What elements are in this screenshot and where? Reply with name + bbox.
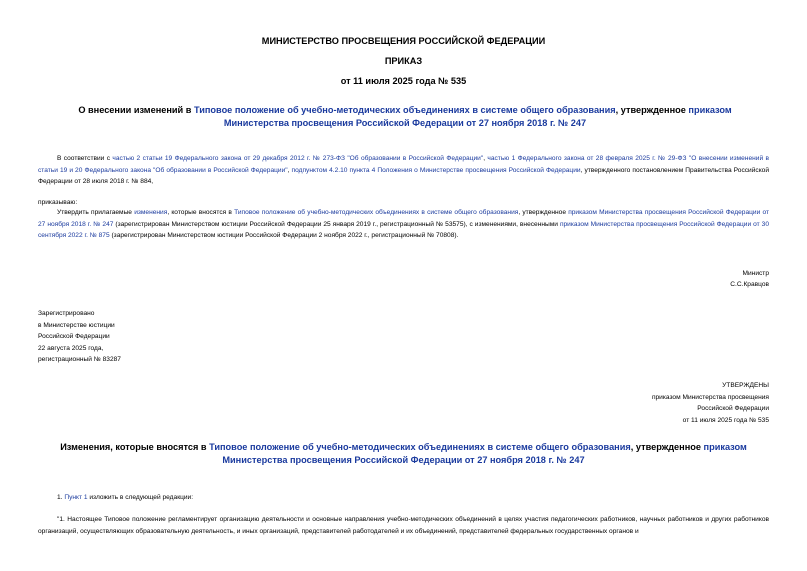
approve-paragraph (38, 207, 769, 242)
order-date-number: от 11 июля 2025 года № 535 (340, 76, 467, 86)
changes-title-link-regulation[interactable]: Типовое положение об учебно-методических объединениях в системе общего образования (209, 442, 631, 452)
preamble-text-4: , утвержденного постановлением Правительства Российской Федерации от 28 июля 2018 г. № 884, (38, 166, 770, 185)
signature-name: С.С.Кравцов (730, 281, 769, 288)
approved-line: УТВЕРЖДЕНЫ (722, 382, 769, 389)
title-link-order-247[interactable]: приказом Министерства просвещения Российской Федерации от 27 ноября 2018 г. № 247 (223, 105, 732, 128)
approve-text-5: (зарегистрирован Министерством юстиции Российской Федерации 2 ноября 2022 г., регистрационный № 70808). (109, 232, 459, 239)
approved-block (652, 380, 769, 426)
title-text-1: О внесении изменений в (78, 105, 194, 115)
preamble-text-3: , (287, 166, 292, 174)
preamble-link-law-273[interactable]: частью 2 статьи 19 Федерального закона от 29 декабря 2012 г. № 273-ФЗ "Об образовании в Российской Федерации" (112, 155, 484, 162)
preamble-text-1: В соответствии с (57, 155, 113, 162)
quote-paragraph: "1. Настоящее Типовое положение регламентирует организацию деятельности и основные направления учебно-методических объединений в целях участия педагогических работников, научных работников и других работников организаций, осуществляющих образовательную деятельность, и иных организаций, представителей работодателей и их объединений, представителей федеральных государственных органов и (38, 516, 769, 535)
registration-line: 22 августа 2025 года, (38, 344, 104, 352)
approve-link-order-247[interactable]: приказом Министерства просвещения Российской Федерации от 27 ноября 2018 г. № 247 (38, 209, 769, 228)
item-1 (57, 492, 193, 504)
approve-link-changes[interactable]: изменения (134, 209, 168, 216)
approve-text-2: , которые вносятся в (167, 209, 235, 216)
registration-block (38, 308, 121, 366)
document-type: ПРИКАЗ (384, 56, 423, 66)
approved-line: от 11 июля 2025 года № 535 (682, 416, 769, 424)
approved-line: Российской Федерации (697, 405, 769, 412)
changes-title-text-2: , утвержденное (630, 442, 704, 452)
approved-line: приказом Министерства просвещения (651, 393, 769, 401)
approve-text-3: , утвержденное (518, 209, 569, 216)
changes-title (36, 441, 771, 467)
item-1-link-point-1[interactable]: Пункт 1 (64, 494, 88, 501)
item-1-text: изложить в следующей редакции: (87, 494, 194, 501)
registration-line: регистрационный № 83287 (38, 356, 121, 363)
ministry-heading: МИНИСТЕРСТВО ПРОСВЕЩЕНИЯ РОССИЙСКОЙ ФЕДЕРАЦИИ (261, 36, 546, 46)
approve-link-order-875[interactable]: приказом Министерства просвещения Российской Федерации от 30 сентября 2022 г. № 875 (38, 220, 769, 239)
signature-position: Министр (742, 270, 769, 277)
title-link-regulation[interactable]: Типовое положение об учебно-методических объединениях в системе общего образования (193, 105, 616, 115)
preamble-link-law-29[interactable]: частью 1 Федерального закона от 28 февраля 2025 г. № 29-ФЗ "О внесении изменений в статьи 19 и 20 Федерального закона "Об образовании в Российской Федерации" (38, 155, 769, 174)
item-1-number: 1. (57, 494, 65, 501)
approve-text-1: Утвердить прилагаемые (57, 209, 135, 216)
registration-line: Зарегистрировано (38, 310, 95, 317)
title-text-2: , утвержденное (615, 105, 689, 115)
registration-line: в Министерстве юстиции (38, 321, 115, 329)
changes-title-text-1: Изменения, которые вносятся в (60, 442, 210, 452)
approve-link-regulation[interactable]: Типовое положение об учебно-методических объединениях в системе общего образования (234, 209, 519, 216)
preamble-text-2: , (483, 155, 488, 162)
preamble-link-regulation-ministry[interactable]: подпунктом 4.2.10 пункта 4 Положения о Министерстве просвещения Российской Федерации (291, 166, 581, 174)
preamble-paragraph (38, 153, 769, 188)
registration-line: Российской Федерации (38, 333, 110, 340)
changes-title-link-order-247[interactable]: приказом Министерства просвещения Российской Федерации от 27 ноября 2018 г. № 247 (222, 442, 747, 465)
order-word: приказываю: (38, 199, 78, 206)
approve-text-4: (зарегистрирован Министерством юстиции Российской Федерации 25 января 2019 г., регистрационный № 53575), с изменениями, внесенными (113, 220, 560, 228)
order-title (50, 104, 760, 130)
